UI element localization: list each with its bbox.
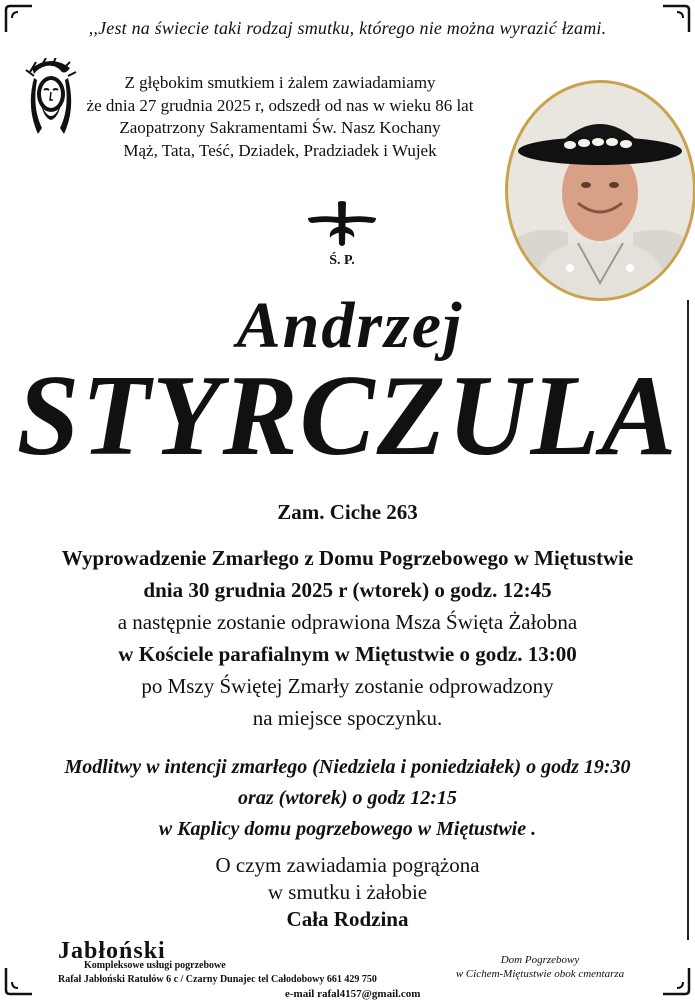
deceased-surname: STYRCZULA: [16, 352, 679, 480]
closing-line: w smutku i żałobie: [267, 880, 428, 904]
christ-head-icon: [22, 58, 80, 138]
closing-line: O czym zawiadamia pogrążona: [215, 853, 480, 877]
family-signature: Cała Rodzina: [286, 907, 409, 931]
ceremony-details: [0, 542, 695, 734]
deceased-first-name: Andrzej: [236, 289, 464, 362]
portrait-image: [508, 83, 693, 298]
funeral-home-line: w Cichem-Miętustwie obok cmentarza: [455, 968, 625, 980]
details-line: na miejsce spoczynku.: [252, 706, 443, 730]
prayers-line: oraz (wtorek) o godz 12:15: [238, 787, 457, 809]
company-name: Jabłoński: [58, 938, 166, 964]
corner-ornament-icon: [4, 966, 34, 996]
funeral-home-line: Dom Pogrzebowy: [500, 954, 580, 966]
details-line: a następnie zostanie odprawiona Msza Święta Żałobna: [117, 610, 578, 634]
intro-line: Z głębokim smutkiem i żalem zawiadamiamy: [124, 73, 436, 92]
prayers-line: w Kaplicy domu pogrzebowego w Miętustwie .: [158, 818, 537, 840]
announcement-intro: [80, 72, 480, 162]
quote: ,,Jest na świecie taki rodzaj smutku, którego nie można wyrazić łzami.: [88, 18, 607, 38]
closing-note: [0, 852, 695, 933]
prayers-info: [0, 752, 695, 845]
intro-line: że dnia 27 grudnia 2025 r, odszedł od nas w wieku 86 lat: [86, 95, 474, 115]
company-address: Rafał Jabłoński Ratułów 6 c / Czarny Dunajec tel Całodobowy 661 429 750: [58, 974, 377, 985]
residence-address: Zam. Ciche 263: [277, 500, 418, 524]
cross-icon: [302, 198, 382, 270]
prayers-line: Modlitwy w intencji zmarłego (Niedziela i poniedziałek) o godz 19:30: [64, 756, 631, 778]
details-line: Wyprowadzenie Zmarłego z Domu Pogrzebowego w Miętustwie: [61, 546, 634, 570]
details-line: po Mszy Świętej Zmarły zostanie odprowadzony: [141, 674, 554, 698]
company-email: e-mail rafal4157@gmail.com: [285, 988, 421, 1000]
funeral-home-info: [440, 953, 640, 981]
details-line: w Kościele parafialnym w Miętustwie o godz. 13:00: [118, 642, 577, 666]
company-subtitle: Kompleksowe usługi pogrzebowe: [84, 960, 226, 971]
cross-caption: Ś. P.: [329, 253, 355, 268]
intro-line: Mąż, Tata, Teść, Dziadek, Pradziadek i Wujek: [123, 140, 437, 160]
corner-ornament-icon: [661, 966, 691, 996]
intro-line: Zaopatrzony Sakramentami Św. Nasz Kochany: [119, 118, 441, 137]
details-line: dnia 30 grudnia 2025 r (wtorek) o godz. 12:45: [143, 578, 552, 602]
portrait-photo: [505, 80, 695, 301]
